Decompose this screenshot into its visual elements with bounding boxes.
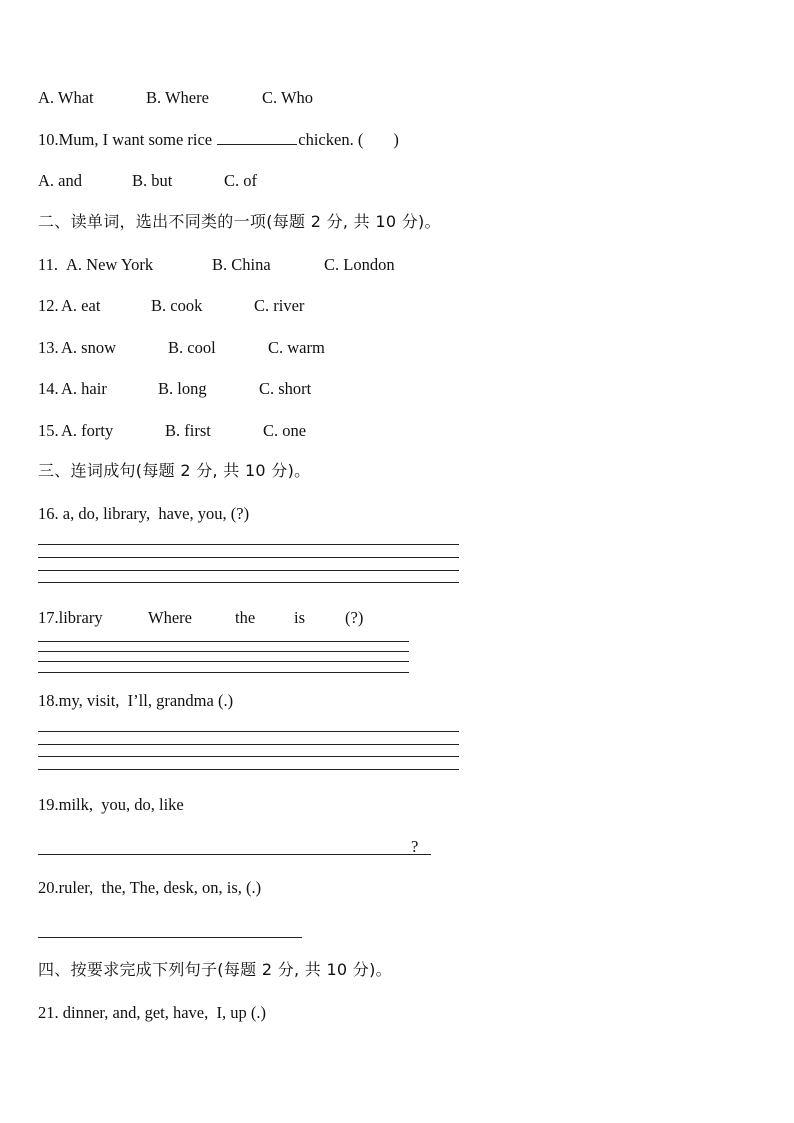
q11-number: 11.: [38, 255, 63, 274]
q13-number: 13.: [38, 338, 59, 357]
q12-number: 12.: [38, 296, 59, 315]
q10-text-before: 10.Mum, I want some rice: [38, 130, 217, 149]
q13-option-a: A. snow: [61, 338, 117, 357]
q16-answer-line-1[interactable]: [38, 544, 459, 545]
q16-answer-line-2[interactable]: [38, 557, 459, 558]
q14-number: 14.: [38, 379, 59, 398]
q17-answer-line-3[interactable]: [38, 661, 409, 662]
q17-word: Where: [148, 608, 192, 627]
q9-option-b: B. Where: [146, 88, 209, 107]
q17-number-word: 17.library: [38, 608, 103, 627]
q9-option-c: C. Who: [262, 88, 314, 107]
q21-prompt: 21. dinner, and, get, have, I, up (.): [38, 1003, 266, 1022]
q17-word: (?): [345, 608, 364, 627]
q13-option-c: C. warm: [268, 338, 325, 357]
q19-prompt: 19.milk, you, do, like: [38, 795, 184, 814]
q11-option-a: A. New York: [66, 255, 154, 274]
q14-option-a: A. hair: [61, 379, 107, 398]
q10-blank: [217, 130, 297, 145]
q19-question-mark: ?: [411, 837, 419, 856]
q14-option-b: B. long: [158, 379, 207, 398]
q16-answer-line-3[interactable]: [38, 570, 459, 571]
q10-option-b: B. but: [132, 171, 173, 190]
q13-option-b: B. cool: [168, 338, 216, 357]
q18-answer-line-1[interactable]: [38, 731, 459, 732]
q18-answer-line-4[interactable]: [38, 769, 459, 770]
q9-option-a: A. What: [38, 88, 94, 107]
q10-close-paren: ): [393, 130, 399, 149]
q15-option-a: A. forty: [61, 421, 114, 440]
q12-option-b: B. cook: [151, 296, 203, 315]
q17-answer-line-1[interactable]: [38, 641, 409, 642]
q17-word: the: [235, 608, 256, 627]
q18-prompt: 18.my, visit, I’ll, grandma (.): [38, 691, 234, 710]
section-3-heading: 三、连词成句(每题 2 分, 共 10 分)。: [38, 461, 311, 480]
q20-answer-line[interactable]: [38, 937, 302, 938]
q10-text-after: chicken. (: [298, 130, 364, 149]
q15-number: 15.: [38, 421, 59, 440]
q18-answer-line-2[interactable]: [38, 744, 459, 745]
q12-option-a: A. eat: [61, 296, 101, 315]
q18-answer-line-3[interactable]: [38, 756, 459, 757]
section-4-heading: 四、按要求完成下列句子(每题 2 分, 共 10 分)。: [38, 960, 392, 979]
q10-option-a: A. and: [38, 171, 82, 190]
q10-question: [38, 130, 399, 150]
q14-option-c: C. short: [259, 379, 312, 398]
q19-answer-line-end: [423, 854, 431, 855]
q17-word: is: [294, 608, 306, 627]
q17-answer-line-2[interactable]: [38, 651, 409, 652]
q16-prompt: 16. a, do, library, have, you, (?): [38, 504, 250, 523]
q10-option-c: C. of: [224, 171, 257, 190]
q20-prompt: 20.ruler, the, The, desk, on, is, (.): [38, 878, 262, 897]
q16-answer-line-4[interactable]: [38, 582, 459, 583]
q15-option-c: C. one: [263, 421, 307, 440]
section-2-heading: 二、读单词，选出不同类的一项(每题 2 分, 共 10 分)。: [38, 212, 441, 231]
q17-answer-line-4[interactable]: [38, 672, 409, 673]
q11-option-b: B. China: [212, 255, 271, 274]
q15-option-b: B. first: [165, 421, 211, 440]
q19-answer-line[interactable]: [38, 854, 431, 855]
q11-option-c: C. London: [324, 255, 395, 274]
q12-option-c: C. river: [254, 296, 305, 315]
